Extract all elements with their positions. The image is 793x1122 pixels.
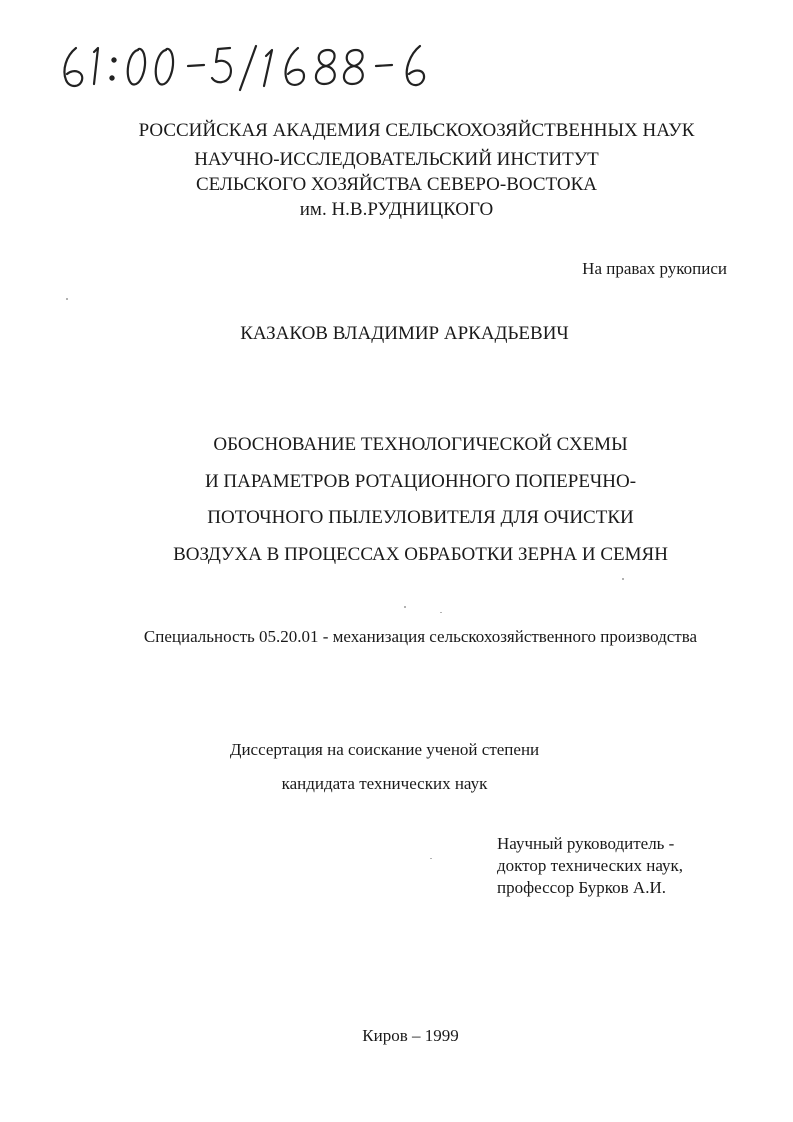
degree-statement [0,733,781,801]
academy-name: РОССИЙСКАЯ АКАДЕМИЯ СЕЛЬСКОХОЗЯЙСТВЕННЫХ НАУК [138,120,695,141]
degree-line1: Диссертация на соискание ученой степени [229,740,540,759]
handwritten-archive-number-drawing [58,38,438,98]
supervisor-name: профессор Бурков А.И. [497,878,666,897]
supervisor-block [497,833,683,899]
degree-line2: кандидата технических наук [281,774,488,793]
title-line: ВОЗДУХА В ПРОЦЕССАХ ОБРАБОТКИ ЗЕРНА И СЕМЯН [173,543,668,565]
supervisor-degree: доктор технических наук, [497,856,684,875]
title-line: ПОТОЧНОГО ПЫЛЕУЛОВИТЕЛЯ ДЛЯ ОЧИСТКИ [207,507,634,528]
title-line: И ПАРАМЕТРОВ РОТАЦИОННОГО ПОПЕРЕЧНО- [204,470,637,492]
scan-speck [622,578,624,580]
title-line: ОБОСНОВАНИЕ ТЕХНОЛОГИЧЕСКОЙ СХЕМЫ [213,434,628,455]
specialty: Специальность 05.20.01 - механизация сельскохозяйственного производства [143,627,698,646]
institute-name-line1: НАУЧНО-ИССЛЕДОВАТЕЛЬСКИЙ ИНСТИТУТ [194,149,599,170]
institute-name-line3: им. Н.В.РУДНИЦКОГО [299,199,494,220]
author-name: КАЗАКОВ ВЛАДИМИР АРКАДЬЕВИЧ [240,323,569,344]
city-year: Киров – 1999 [362,1026,459,1045]
scan-speck [66,298,68,300]
scan-speck [440,612,442,613]
institution-header [0,118,793,222]
rights-note: На правах рукописи [582,259,727,278]
handwritten-archive-number [58,38,438,98]
institute-name-line2: СЕЛЬСКОГО ХОЗЯЙСТВА СЕВЕРО-ВОСТОКА [196,174,597,195]
dissertation-title [24,427,793,573]
scan-speck [404,606,406,608]
scan-speck [430,858,432,859]
supervisor-role: Научный руководитель - [497,834,675,853]
